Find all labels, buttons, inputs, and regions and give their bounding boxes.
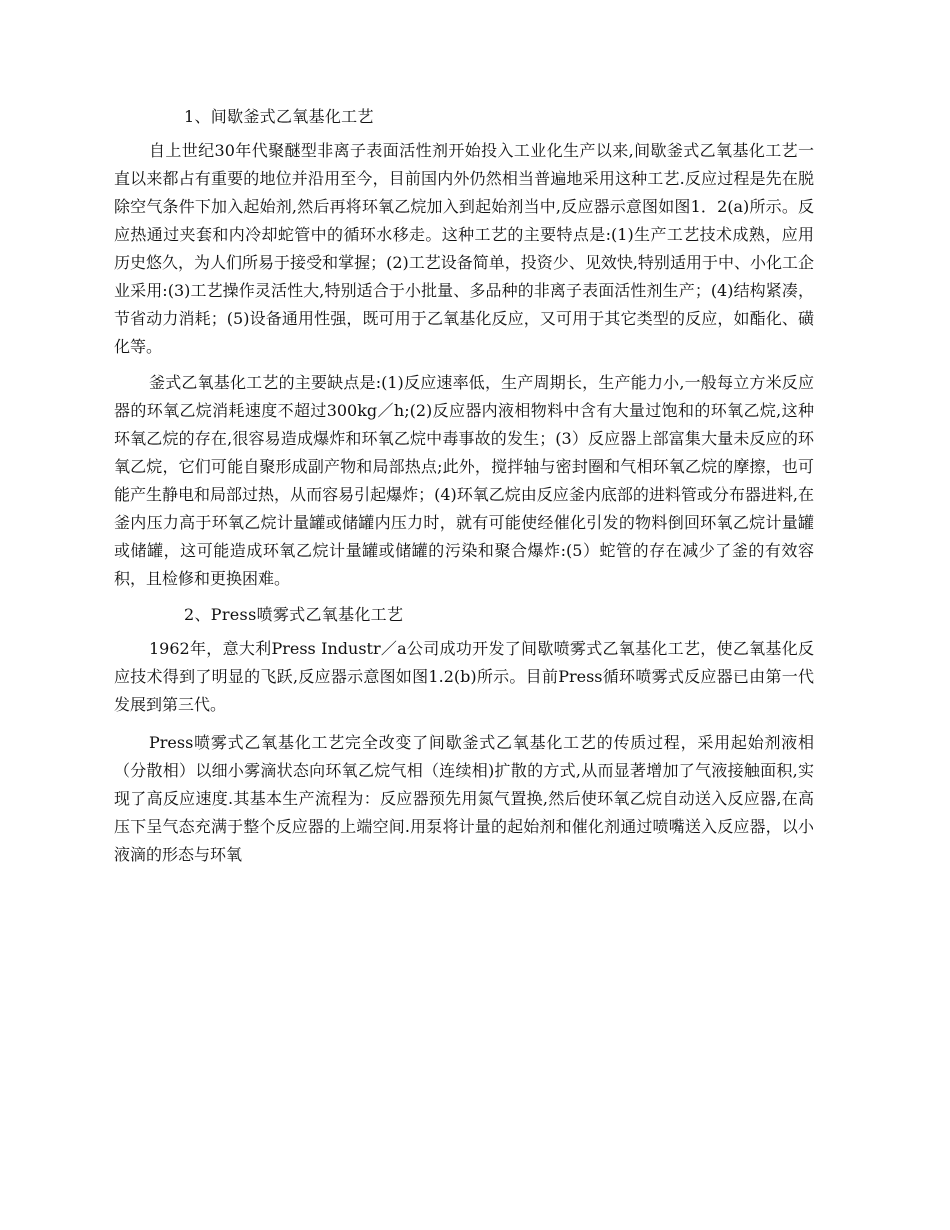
paragraph-press-history: 1962年，意大利Press Industr／a公司成功开发了间歇喷雾式乙氧基化工艺，使乙氧基化反应技术得到了明显的飞跃,反应器示意图如图1.2(b)所示。目前Press循环喷雾式反应器已由第一代发展到第三代。 <box>114 639 814 714</box>
paragraph-batch-process-intro: 自上世纪30年代聚醚型非离子表面活性剂开始投入工业化生产以来,间歇釜式乙氧基化工艺一直以来都占有重要的地位并沿用至今，目前国内外仍然相当普遍地采用这种工艺.反应过程是先在脱除空气条件下加入起始剂,然后再将环氧乙烷加入到起始剂当中,反应器示意图如图1．2(a)所示。反应热通过夹套和内冷却蛇管中的循环水移走。这种工艺的主要特点是:(1)生产工艺技术成熟，应用历史悠久，为人们所易于接受和掌握；(2)工艺设备简单，投资少、见效快,特别适用于中、小化工企业采用:(3)工艺操作灵活性大,特别适合于小批量、多品种的非离子表面活性剂生产；(4)结构紧凑，节省动力消耗；(5)设备通用性强，既可用于乙氧基化反应，又可用于其它类型的反应，如酯化、磺化等。 <box>114 141 814 356</box>
paragraph-press-process: Press喷雾式乙氧基化工艺完全改变了间歇釜式乙氧基化工艺的传质过程，采用起始剂液相（分散相）以细小雾滴状态向环氧乙烷气相（连续相)扩散的方式,从而显著增加了气液接触面积,实现了高反应速度.其基本生产流程为：反应器预先用氮气置换,然后使环氧乙烷自动送入反应器,在高压下呈气态充满于整个反应器的上端空间.用泵将计量的起始剂和催化剂通过喷嘴送入反应器，以小液滴的形态与环氧 <box>114 733 814 864</box>
paragraph-batch-process-drawbacks: 釜式乙氧基化工艺的主要缺点是:(1)反应速率低，生产周期长，生产能力小,一般每立方米反应器的环氧乙烷消耗速度不超过300kg／h;(2)反应器内液相物料中含有大量过饱和的环氧乙烷,这种环氧乙烷的存在,很容易造成爆炸和环氧乙烷中毒事故的发生；(3）反应器上部富集大量未反应的环氧乙烷，它们可能自聚形成副产物和局部热点;此外，搅拌轴与密封圈和气相环氧乙烷的摩擦，也可能产生静电和局部过热，从而容易引起爆炸；(4)环氧乙烷由反应釜内底部的进料管或分布器进料,在釜内压力高于环氧乙烷计量罐或储罐内压力时，就有可能使经催化引发的物料倒回环氧乙烷计量罐或储罐，这可能造成环氧乙烷计量罐或储罐的污染和聚合爆炸:(5）蛇管的存在减少了釜的有效容积，且检修和更换困难。 <box>114 373 814 588</box>
document-body <box>114 103 814 869</box>
section-heading-1: 1、间歇釜式乙氧基化工艺 <box>184 107 374 126</box>
section-heading-2: 2、Press喷雾式乙氧基化工艺 <box>184 605 404 624</box>
